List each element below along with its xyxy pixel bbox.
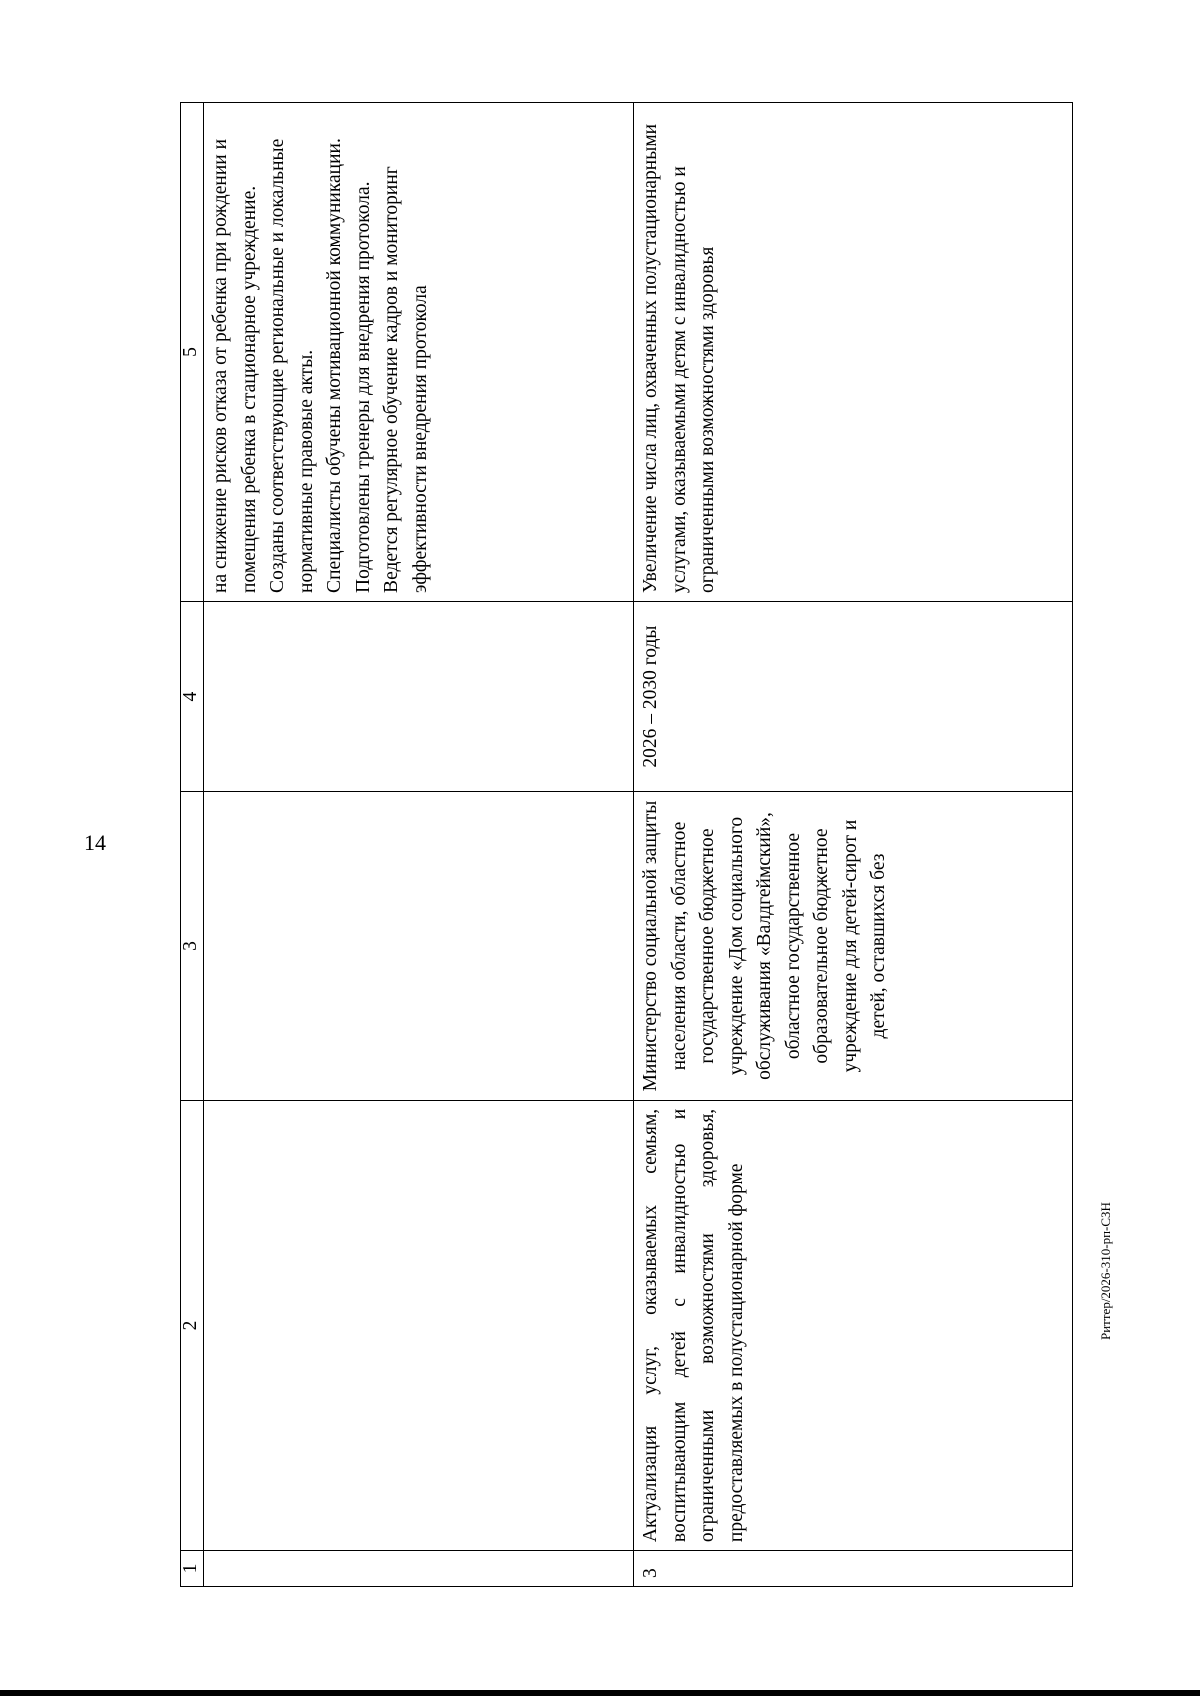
row2-col5: Увеличение числа лиц, охваченных полустационарными услугами, оказываемыми детям с инвалидностью и ограниченными возможностями здоровья [634,103,1073,602]
row1-col3 [204,792,634,1101]
table-header-row [181,103,204,1587]
row2-col2: Актуализация услуг, оказываемых семьям, воспитывающим детей с инвалидностью и ограниченными возможностями здоровья, предоставляемых в полустационарной форме [634,1100,1073,1550]
row1-col2 [204,1100,634,1550]
header-col-3: 3 [181,792,204,1101]
header-col-5: 5 [181,103,204,602]
page-number: 14 [84,830,106,855]
row1-col4 [204,601,634,791]
measures-table [180,102,1073,1587]
row2-col4: 2026 – 2030 годы [634,601,1073,791]
header-col-2: 2 [181,1100,204,1550]
row2-col3: Министерство социальной защиты населения области, областное государственное бюджетное учреждение «Дом социального обслуживания «Валдгеймский», областное государственное образовательное бюджетное учреждение для детей-сирот и детей, оставшихся без [634,792,1073,1101]
header-col-1: 1 [181,1551,204,1587]
footer-document-code: Риттер/2026-310-рп-СЗН [1098,1202,1113,1340]
row1-col1 [204,1551,634,1587]
row1-col5: на снижение рисков отказа от ребенка при рождении и помещения ребенка в стационарное учреждение. Созданы соответствующие региональные и локальные нормативные правовые акты. Специалисты обучены мотивационной коммуникации. Подготовлены тренеры для внедрения протокола. Ведется регулярное обучение кадров и мониторинг эффективности внедрения протокола [204,103,634,602]
table-row [204,103,634,1587]
header-col-4: 4 [181,601,204,791]
rotated-table-container [180,102,1073,1587]
scan-edge-line [0,1690,1200,1696]
row2-col1: 3 [634,1551,1073,1587]
table-row [634,103,1073,1587]
